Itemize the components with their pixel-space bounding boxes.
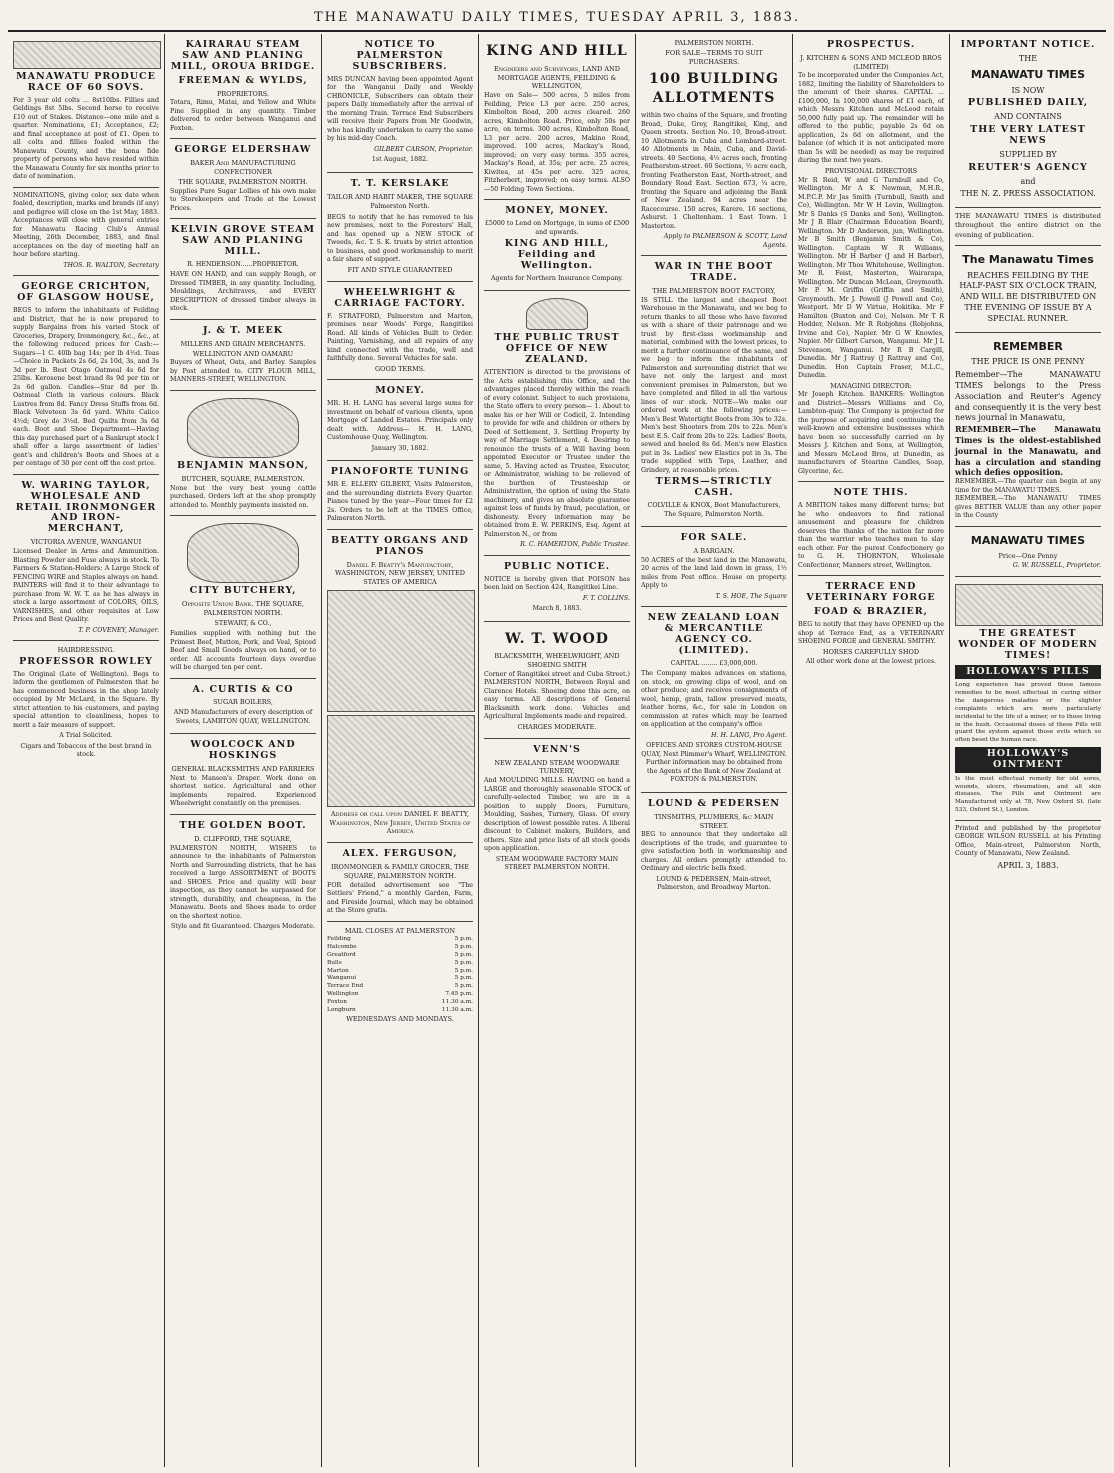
mail-row: Feilding 5 p.m. [327, 936, 473, 943]
kairarau-sub: PROPRIETORS. [216, 89, 270, 98]
nz-loan-ad [641, 607, 787, 793]
nominations-body: NOMINATIONS, giving color, sex date when foaled, description, marks and brands (if any) and pedigree will close on the 1st May, 1883. Acceptances will close with general entries for Manawatu Racing Club's Annual Meeting, 26th December, 1883, and final acceptances on the day of meeting half an hour before starting. [13, 191, 159, 259]
boot-trade-ad [641, 256, 787, 527]
allotments-heading: 100 BUILDING ALLOTMENTS [649, 71, 779, 107]
column-5 [636, 34, 793, 1467]
kairarau-body: Totara, Rimu, Matai, and Yellow and White Pine Supplied in any quantity. Timber delivered to order between Wanganui and Foxton. [170, 99, 316, 132]
venn-ad [484, 739, 630, 880]
ferguson-sub: IRONMONGER & FAMILY GROCER, THE SQUARE, PALMERSTON NORTH. [331, 863, 469, 880]
imprint [955, 821, 1101, 879]
terrace-forge-footer: All other work done at the lowest prices. [805, 658, 937, 666]
venn-heading: VENN'S [533, 743, 581, 755]
kelvin-proprietor: R. HENDERSON......PROPRIETOR. [187, 260, 299, 268]
piano-body: MR E. ELLERY GILBERT, Visits Palmerston, and the surrounding districts Every Quarter. Pianos tuned by the year—Four times for £2 2s. Orders to be left at the TIMES Office, Palmerston North. [327, 481, 473, 523]
woolcock-ad [170, 734, 316, 815]
terrace-forge-ad [798, 576, 944, 674]
manson-body: None but the very best young cattle purchased. Orders left at the shop promptly attended to. Monthly payments insisted on. [170, 484, 316, 509]
organ-engraving-icon [327, 715, 475, 807]
city-butchery-heading: CITY BUTCHERY, [189, 585, 297, 597]
ferguson-heading: ALEX. FERGUSON, [342, 848, 458, 860]
venn-sub: NEW ZEALAND STEAM WOODWARE TURNERY, [494, 758, 620, 776]
ferguson-body: FOR detailed advertisement see "The Settlers' Friend," a monthly Garden, Farm, and Fireside Journal, which may be obtained at the Store gratis. [327, 881, 473, 915]
kerslake-heading: T. T. KERSLAKE [350, 177, 450, 189]
mail-row: Marton 5 p.m. [327, 967, 473, 974]
boot-trade-signature: COLVILLE & KNOX, Boot Manufacturers, The Square, Palmerston North. [647, 502, 781, 518]
curtis-body: AND Manufacturers of every description of Sweets, LAMBTON QUAY, WELLINGTON. [173, 709, 313, 725]
holloway-wonder: THE GREATEST WONDER OF MODERN TIMES! [958, 627, 1098, 661]
page-columns [8, 34, 1106, 1467]
remember-quarter: REMEMBER.—The quarter can begin at any time for the MANAWATU TIMES. [955, 478, 1101, 494]
eldershaw-heading: GEORGE ELDERSHAW [174, 144, 312, 156]
note-this-body: A MBITION takes many different turns; but he who endeavors to find rational amusement and pleasure for children deserves the thanks of the nation far more than the warrior who teaches men to slay each other. For the purest Confectionery go to G. H. THORNTON, Wholesale Confectioner, Manners street, Wellington. [798, 502, 944, 569]
column-1 [8, 34, 165, 1467]
allotments-sub: FOR SALE—TERMS TO SUIT PURCHASERS. [665, 48, 763, 66]
remember-price: THE PRICE IS ONE PENNY [971, 357, 1085, 367]
prospectus-body: To be incorporated under the Companies Act, 1882, limiting the liability of Shareholders to the amount of their shares. CAPITAL ... £100,000, In 100,000 shares of £1 each, of which Messrs Kitchen and McLeod retain 50,000 fully paid up. The remainder will be offered to the public, payable 2s 6d on application, 2s 6d on allotment, and the balance (of which it is not anticipated more than 5s will be needed) as may be required during the next two years. [798, 72, 944, 165]
nz-loan-signature: H. H. LANG, Pro Agent. [711, 731, 787, 739]
managing-director-heading: MANAGING DIRECTOR: [830, 381, 912, 390]
mail-row: Halcombe 5 p.m. [327, 944, 473, 951]
holloway-pills-body: Long experience has proved these famous remedies to be most effectual in curing either the dangerous maladies or the slighter complaints which are more particularly incidental to the life of a miner, or to those living in the bush. Occasional doses of these Pills will guard the system against those evils which so often beset the human race. [955, 682, 1101, 744]
manson-heading: BENJAMIN MANSON, [177, 459, 309, 471]
curtis-ad [170, 679, 316, 735]
prospectus-ad [798, 34, 944, 482]
eldershaw-ad [170, 139, 316, 219]
crichton-heading: GEORGE CRICHTON, OF GLASGOW HOUSE, [17, 281, 155, 304]
column-3 [322, 34, 479, 1467]
money-money-body: £5000 to Lend on Mortgage, in sums of £500 and upwards. [484, 220, 630, 236]
kerslake-body: BEGS to notify that he has removed to his new premises, next to the Foresters' Hall, and has opened up a NEW STOCK of Tweeds, &c. T. S. K. trusts by strict attention to business, and good workmanship to merit a fair share of support. [327, 213, 473, 264]
kairarau-heading: KAIRARAU STEAM SAW AND PLANING MILL, OROUA BRIDGE. [170, 39, 316, 72]
cow-icon [187, 523, 299, 583]
taylor-body: Licensed Dealer in Arms and Ammunition. Blasting Powder and Fuse always in stock. To Farmers & Station-Holders: A Large Stock of FENCING WIRE and Staples always on hand. PAINTERS will find it to their advantage to purchase from W. W. T. as he has always in stock a large assortment of COLORS, OILS, VARNISHES, and other requisites at Low Prices and Best Quality. [13, 548, 159, 624]
venn-body: And MOULDING MILLS. HAVING on hand a LARGE and thoroughly seasonable STOCK of carefully-selected Timber, we are in a position to supply Doors, Furniture, Moulding, Sashes, Turnery, Glass. Of every description of lowest possible rates. A liberal discount to Cabinet makers, Builders, and others. Size and price lists of all stock goods upon application. [484, 777, 630, 853]
meek-heading: J. & T. MEEK [203, 324, 283, 336]
kairarau-ad [170, 34, 316, 139]
distribution-body: THE MANAWATU TIMES is distributed throughout the entire district on the evening of publication. [955, 212, 1101, 239]
wood-sub: BLACKSMITH, WHEELWRIGHT, AND SHOEING SMITH [494, 652, 620, 670]
directors-body: Mr R Reid, W and G Turnbull and Co, Wellington. Mr A K Newman, M.H.R., M.P.C.P. Mr Jas Smith (Turnbull, Smith and Co), Wellington. Mr W H Levin, Wellington. Mr S Danks (S Danks and Son), Wellington. Mr J R Blair (Chairman Education Board), Wellington. Mr D Anderson, jun, Wellington. Mr B Smith (Benjamin Smith & Co), Wellington. Captain W R Williams, Wellington. Mr H Barber (J and H Barber), Wellington. Mr Thos Whitehouse, Wellington. Mr R. Feist, Masterton, Wairarapa, Wellington. Mr Duncan McLean, Greymouth. Mr P. M. Griffin (Griffin and Smith), Greymouth. Mr J. Powell (J Powell and Co), Westport. Mr D W Virtue, Hokitika. Mr F Hamilton (Buxton and Co), Nelson. Mr T R Hodder, Nelson. Mr R Robjohns (Robjohns, Irvine and Co), Napier. Mr G W Knowles, Napier. Mr Gilbert Carson, Wanganui. Mr J L Stevenson, Wanganui. Mr R B Cargill, Dunedin. Mr J Rattray (J Rattray and Co), Dunedin. Hon Captain Fraser, M.L.C., Dunedin. [798, 176, 944, 380]
mail-closes-footer: WEDNESDAYS AND MONDAYS. [346, 1015, 454, 1024]
beatty-sub: Daniel F. Beatty's Manufactory, WASHINGTON, NEW JERSEY, UNITED STATES OF AMERICA [335, 560, 465, 587]
column-4 [479, 34, 636, 1467]
holloway-ointment-body: Is the most effectual remedy for old sores, wounds, ulcers, rheumatism, and all skin diseases. The Pills and Ointment are Manufactured only at 78, New Oxford St. (late 533, Oxford St.), London. [955, 775, 1101, 814]
king-hill-body: Have on Sale— 500 acres, 5 miles from Feilding, Price L3 per acre. 250 acres, Kimbolton Road, 200 acres cleared. 260 acres, Kimbolton Road. Price, only 50s per acre, on terms. 300 acres, Kimbolton Road, L3 per acre. 200 acres, Makino Road, improved. 100 acres, Mackay's Road, improved; on very easy terms. 355 acres, Mackay's Road, at 35s; per acre. 25 acres, Kiwitea, at 45s per acre. 325 acres, Fitzherbert, improved; on easy terms. ALSO—50 Folding Town Sections. [484, 92, 630, 193]
wheelwright-footer: GOOD TERMS. [374, 364, 426, 373]
eldershaw-body: Supplies Pure Sugar Lollies of his own make to Storekeepers and Trade at the Lowest Prices. [170, 187, 316, 212]
mail-row: Bulls 5 p.m. [327, 959, 473, 966]
meek-location: WELLINGTON AND OAMARU [192, 349, 294, 358]
mail-row: Terrace End 5 p.m. [327, 983, 473, 990]
boot-trade-terms: TERMS—STRICTLY CASH. [655, 476, 773, 499]
money-heading: MONEY. [375, 385, 425, 397]
allotments-body: within two chains of the Square, and fronting Broad, Duke, Grey, Rangitikei, King, and Queen streets. Section No. 10, Broad-street. 10 Allotments in Cuba and Lombard-street. 40 Allotments in Main, Cuba, and David-streets. 40 Sections, 4½ acres each, fronting Featherston-street. 60 Sections, ½ acre each, fronting Featherston East, North-street, and Boundary Road East. Section 673, ¼ acre, fronting the Square and adjoining the Bank of New Zealand. 94 acres near the Racecourse. 150 acres, Karere. 16 sections, Ashurst. 1 Cheltenham. 1 East Town. 1 Masterton. [641, 112, 787, 230]
holloway-ad [955, 577, 1101, 821]
remember-notice [955, 333, 1101, 527]
taylor-heading: W. WARING TAYLOR, WHOLESALE AND RETAIL IRONMONGER AND IRON-MERCHANT, [15, 479, 157, 535]
allotments-ad [641, 34, 787, 256]
important-published: PUBLISHED DAILY, [967, 97, 1089, 109]
manson-ad [170, 391, 316, 516]
for-sale-sub: A BARGAIN. [693, 546, 735, 555]
boot-trade-body: IS STILL the largest and cheapest Boot Warehouse in the Manawatu, and we beg to return thanks to all those who have favored us with a share of their patronage and we trust by first-class workmanship and material, combined with the lowest prices, to merit a further continuance of the same, and we beg to inform the inhabitants of Palmerston and surrounding district that we have not only the largest and most convenient premises in Palmerston, but we have completed and filled in all the various lines of our stock. NOTE—We make our ordered work at the following prices:— Men's Best Watertight Boots from 30s to 32s. Men's best Shooters from 20s to 22s. Men's best E.S. Calf from 20s to 22s. Ladies' Boots, sewed and heeled 8s 6d. Men's new Elastics put in 3s. Ladies' new Elastics put in 3s. The trade supplied with Tops, Leather, and Grindery, at reasonable prices. [641, 296, 787, 474]
beatty-ad [327, 530, 473, 843]
important-title: MANAWATU TIMES [970, 67, 1086, 81]
piano-ad [327, 461, 473, 529]
golden-boot-heading: THE GOLDEN BOOT. [179, 819, 307, 831]
king-hill-heading: KING AND HILL [486, 43, 628, 59]
crichton-body: BEGS to inform the inhabitants of Feilding and District, that he is now prepared to supply Bargains from his varied Stock of Groceries, Drapery, Ironmongery, &c., &c., at the following reduced prices for Cash:— Sugars—1 C. 40lb bag 14s; per lb 4½d. Teas—Choice in Packets 2s 6d, 2s 10d, 3s, and 3s 3d per lb. Best Otago Oatmeal 4s 6d for 25lbs. Kerosene best brand 8s 9d per tin or 2s 6d gallon. Candles—Star 8d per lb. Oatmeal Cloth in various colours. Black Lustres from 8d. Fancy Dress Stuffs from 6d. Black Velveteen 3s 6d yard. White Calico 4½d; Grey do 3½d. Bed Quilts from 3s 6d each. Boot and Shoe Department—Having this day purchased part of a Bankrupt stock I shall offer a large assortment of ladies' gent's and children's Boots and Shoes at a per centage of 30 per cent off the cost price. [13, 307, 159, 468]
meek-ad [170, 320, 316, 391]
meek-body: Buyers of Wheat, Oats, and Barley. Samples by Post attended to. CITY FLOUR MILL, MANNERS-STREET, WELLINGTON. [170, 359, 316, 384]
wheelwright-body: F. STRATFORD, Palmerston and Marton, premises near Woods' Forge, Rangitikei Road. All kinds of Vehicles Built to Order. Painting, Varnishing, and all repairs of any kind connected with the trade, well and faithfully done. Several Vehicles for sale. [327, 312, 473, 363]
ferguson-ad [327, 843, 473, 921]
masthead: THE MANAWATU DAILY TIMES, TUESDAY APRIL 3, 1883. [8, 4, 1106, 32]
public-notice-body: NOTICE is hereby given that POISON has been laid on Section 424, Rangitikei Line. [484, 575, 630, 592]
public-notice-signature: F. T. COLLINS. [582, 594, 630, 602]
important-contains: AND CONTAINS [994, 112, 1062, 122]
woolcock-sub: GENERAL BLACKSMITHS AND FARRIERS [171, 765, 315, 774]
kelvin-heading: KELVIN GROVE STEAM SAW AND PLANING MILL. [171, 224, 315, 258]
reaches-title: The Manawatu Times [962, 252, 1094, 266]
eldershaw-sub: BAKER And MANUFACTURING CONFECTIONER [190, 159, 296, 177]
imprint-date: APRIL 3, 1883. [997, 860, 1059, 870]
money-money-footer: Agents for Northern Insurance Company. [491, 274, 623, 282]
subscribers-date: 1st August, 1882. [371, 156, 429, 164]
column-6 [793, 34, 950, 1467]
lound-sub: TINSMITHS, PLUMBERS, &c MAIN STREET. [654, 812, 774, 830]
important-notice [955, 34, 1101, 208]
crichton-ad [13, 276, 159, 474]
golden-boot-body: PALMERSTON NORTH, WISHES to announce to the inhabitants of Palmerston North and Surrounding districts, that he has received a large ASSORTMENT of BOOTS and SHOES. Price and quality will bear inspection, as they cannot be surpassed for strength, durability, and cheapness, in the Manawatu. Boots and Shoes made to order on the shortest notice. [170, 844, 316, 920]
kerslake-sub: TAILOR AND HABIT MAKER, THE SQUARE [327, 192, 473, 201]
eldershaw-location: THE SQUARE, PALMERSTON NORTH. [178, 177, 308, 186]
public-trust-ad [484, 291, 630, 555]
king-hill-sub: Engineers and Surveyors, LAND AND MORTGAGE AGENTS, FEILDING & WELLINGTON, [494, 64, 620, 91]
rowley-heading: PROFESSOR ROWLEY [19, 655, 153, 667]
important-and: and [1020, 176, 1036, 186]
reaches-body: REACHES FEILDING BY THE HALF-PAST SIX O'CLOCK TRAIN, AND WILL BE DISTRIBUTED ON THE EVENING OF ISSUE BY A SPECIAL RUNNER. [959, 270, 1097, 323]
lound-body: BEG to announce that they undertake all descriptions of the trade, and guarantee to give satisfaction both in workmanship and charges. All orders promptly attended to. Ordinary and electric bells fixed. [641, 831, 787, 873]
money-money-signature: KING AND HILL, Feilding and Wellington. [504, 238, 610, 271]
managing-director-body: Mr Joseph Kitchen. BANKERS: Wellington and District—Messrs Williams and Co, Lambton-quay. The Company is projected for the purpose of acquiring and continuing the well-known and extensive businesses which have been so successfully carried on by Messrs J. Kitchen and Sons, at Wellington, and Messrs McLeod Bros, at Dunedin, as manufacturers of Stearine Candles, Soap, Glycerine, &c. [798, 391, 944, 475]
city-butchery-ad [170, 516, 316, 678]
coat-of-arms-icon [526, 298, 588, 330]
kerslake-footer: FIT AND STYLE GUARANTEED [347, 265, 453, 274]
times-proprietor-name: G. W. RUSSELL, Proprietor. [1012, 562, 1101, 570]
reaches-notice [955, 246, 1101, 333]
boot-trade-heading: WAR IN THE BOOT TRADE. [654, 261, 774, 283]
important-heading: IMPORTANT NOTICE. [960, 39, 1096, 50]
woolcock-heading: WOOLCOCK AND HOSKINGS [190, 739, 296, 762]
rowley-body: The Original (Late of Wellington). Begs to inform the gentlemen of Palmerston that he has commenced business in the shop lately occupied by Mr McLard, in the Square. By strict attention to his customers, and paying special attention to cleanliness, hopes to merit a fair measure of support. [13, 670, 159, 729]
rowley-trial: A Trial Solicited. [59, 732, 113, 740]
golden-boot-ad [170, 815, 316, 939]
for-sale-signature: T. S. HOE, The Square [715, 592, 787, 600]
remember-oldest: REMEMBER—The Manawatu Times is the oldest-established journal in the Manawatu, and has a circulation and standing which defies opposition. [955, 424, 1101, 478]
subscribers-notice [327, 34, 473, 173]
for-sale-body: 50 ACRES of the best land in the Manawatu, 20 acres of the land laid down in grass, 1½ miles from Post office. House on property. Apply to [641, 556, 787, 590]
money-body: MR. H. H. LANG has several large sums for investment on behalf of various clients, upon Mortgage of Landed Estates. Principals only dealt with. Address— H. H. LANG, Customhouse Quay, Wellington. [327, 400, 473, 442]
holloway-ointment-heading: HOLLOWAY'S OINTMENT [955, 747, 1101, 773]
city-butchery-sub: Opposite Union Bank. THE SQUARE, PALMERSTON NORTH. [182, 600, 304, 617]
kerslake-ad [327, 173, 473, 282]
subscribers-heading: NOTICE TO PALMERSTON SUBSCRIBERS. [352, 39, 448, 72]
wheelwright-heading: WHEELWRIGHT & CARRIAGE FACTORY. [334, 286, 466, 309]
nz-loan-heading: NEW ZEALAND LOAN & MERCANTILE AGENCY CO. (LIMITED). [647, 612, 781, 656]
rowley-ad [13, 641, 159, 767]
bull-icon [187, 398, 299, 458]
money-date: January 30, 1882. [371, 444, 429, 452]
boot-trade-sub: THE PALMERSTON BOOT FACTORY, [652, 286, 776, 295]
terrace-forge-sub: HORSES CAREFULLY SHOD [822, 647, 920, 656]
mail-row: Foxton 11.30 a.m. [327, 998, 473, 1005]
hairdressing-heading: HAIRDRESSING. [57, 646, 115, 655]
wheelwright-ad [327, 282, 473, 381]
lound-signature: LOUND & PEDERSEN, Main-street, Palmerston, and Broadway Marton. [656, 875, 772, 892]
factory-engraving-icon [327, 590, 475, 712]
woolcock-body: Next to Manson's Draper. Work done on shortest notice. Agricultural and other implements repaired. Experienced Wheelwright constantly on the premises. [170, 774, 316, 808]
important-latest: THE VERY LATEST NEWS [970, 124, 1086, 146]
meek-sub: MILLERS AND GRAIN MERCHANTS. [180, 339, 306, 348]
wood-footer: CHARGES MODERATE. [517, 722, 597, 731]
city-butchery-proprietor: STEWART, & CO., [214, 619, 272, 627]
note-this-heading: NOTE THIS. [833, 487, 909, 499]
times-title: MANAWATU TIMES [970, 533, 1086, 547]
important-supplied: SUPPLIED BY [999, 149, 1057, 159]
piano-heading: PIANOFORTE TUNING [330, 466, 470, 478]
wood-body: Corner of Rangitikei street and Cuba Street.) PALMERSTON NORTH, Between Royal and Clarence Hotels. Shoeing done this acre, on easy terms. All descriptions of General Blacksmith work done. Vehicles and Agricultural Implements made and repaired. [484, 670, 630, 721]
prospectus-heading: PROSPECTUS. [826, 39, 916, 50]
subscribers-body: MRS DUNCAN having been appointed Agent for the Wanganui Daily and Weekly CHRONICLE, Subscribers can obtain their papers Daily immediately after the arrival of the morning Train. Terrace End Subscribers will receive their Papers from Mr Goodwin, who has kindly undertaken to carry the same by his mid-day Coach. [327, 75, 473, 143]
mail-row: Longburn 11.30 a.m. [327, 1006, 473, 1013]
times-proprietor [955, 527, 1101, 577]
important-the: THE [1018, 53, 1038, 63]
cures-banner-icon [955, 584, 1103, 626]
mail-row: Wanganui 5 p.m. [327, 975, 473, 982]
nominations-ad [13, 188, 159, 277]
mail-row: Greatford 5 p.m. [327, 951, 473, 958]
terrace-forge-body: BEG to notify that they have OPENED up the shop at Terrace End, as a VETERINARY SHOEING FORGE and GENERAL SMITHY. [798, 621, 944, 646]
public-notice-ad [484, 556, 630, 622]
note-this-ad [798, 482, 944, 576]
wood-heading: W. T. WOOD [505, 630, 609, 647]
important-reuter: REUTER'S AGENCY [968, 161, 1088, 173]
nominations-signature: THOS. R. WALTON, Secretary [63, 261, 159, 269]
column-7 [950, 34, 1106, 1467]
holloway-pills-heading: HOLLOWAY'S PILLS [955, 665, 1101, 680]
for-sale-ad [641, 527, 787, 607]
nz-loan-capital: CAPITAL ........ £3,000,000. [670, 659, 758, 667]
mail-row: Wellington 7.45 p.m. [327, 991, 473, 998]
rowley-footer: Cigars and Tobaccos of the best brand in stock. [20, 742, 152, 759]
race-title: MANAWATU PRODUCE RACE OF 60 SOVS. [16, 71, 156, 93]
public-trust-signature: R. C. HAMERTON, Public Trustee. [520, 541, 630, 549]
kerslake-location: Palmerston North. [370, 203, 430, 211]
terrace-forge-proprietor: FOAD & BRAZIER, [814, 606, 928, 618]
lound-ad [641, 793, 787, 900]
golden-boot-proprietor: D. CLIFFORD, THE SQUARE, [194, 834, 292, 843]
prospectus-sub: J. KITCHEN & SONS AND MCLEOD BROS (LIMITED) [800, 53, 942, 71]
allotments-signature: Apply to PALMERSON & SCOTT, Land Agents. [663, 233, 787, 249]
remember-body: Remember—The MANAWATU TIMES belongs to the Press Association and Reuter's Agency and consequently it is the very best news journal in Manawatu, [955, 370, 1101, 423]
important-press: THE N. Z. PRESS ASSOCIATION. [960, 189, 1096, 199]
kelvin-ad [170, 219, 316, 320]
for-sale-heading: FOR SALE. [680, 532, 748, 544]
times-price: Price—One Penny [998, 551, 1058, 560]
race-ad [13, 34, 159, 188]
manson-sub: BUTCHER, SQUARE, PALMERSTON. [181, 474, 305, 483]
allotments-location: PALMERSTON NORTH. [674, 39, 754, 47]
beatty-footer: Address or call upon DANIEL F. BEATTY, Washington, New Jersey, United States of America [329, 809, 471, 836]
column-2 [165, 34, 322, 1467]
curtis-sub: SUGAR BOILERS, [213, 698, 273, 707]
remember-value: REMEMBER.—The MANAWATU TIMES gives BETTER VALUE than any other paper in the County [955, 495, 1101, 520]
taylor-address: VICTORIA AVENUE, WANGANUI [30, 538, 142, 547]
kairarau-proprietors: FREEMAN & WYLDS, [178, 74, 308, 86]
curtis-heading: A. CURTIS & CO [192, 683, 294, 695]
nz-loan-body: The Company makes advances on stations, on stock, on growing clips of wool, and on other produce; and receives consignments of wool, hemp, grain, tallow preserved meats, leather horns, &c., for sale in London on commission at rates which may be learned on application at the company's office [641, 670, 787, 729]
directors-heading: PROVISIONAL DIRECTORS [824, 166, 918, 175]
wood-ad [484, 622, 630, 739]
horse-race-icon [13, 41, 161, 69]
terrace-forge-heading: TERRACE END VETERINARY FORGE [806, 581, 936, 604]
money-ad [327, 380, 473, 461]
beatty-heading: BEATTY ORGANS AND PIANOS [331, 534, 469, 557]
race-body: For 3 year old colts ... 8st10lbs. Fillies and Geldings 8st 5lbs. Second horse to receive £10 out of Stakes. Distance—one mile and a quarter. Nominations, £1; Acceptance, £2; and final acceptance at post of £1. Open to all colts and fillies foaled within the Manawatu County, and the bona fide property of persons who have resided within the Manawatu County for six months prior to date of nomination. [13, 96, 159, 181]
public-notice-heading: PUBLIC NOTICE. [503, 560, 611, 572]
imprint-body: Printed and published by the proprietor GEORGE WILSON RUSSELL at his Printing Office, Main-street, Palmerston North, County of Manawatu, New Zealand. [955, 824, 1101, 858]
golden-boot-footer: Style and fit Guaranteed. Charges Moderate. [170, 923, 316, 931]
important-is-now: IS NOW [1011, 85, 1045, 95]
remember-title: REMEMBER [993, 339, 1063, 353]
mail-closes-table [327, 922, 473, 1031]
lound-heading: LOUND & PEDERSEN [648, 797, 780, 809]
public-trust-body: ATTENTION is directed to the provisions of the Acts establishing this Office, and the advantages placed thereby within the reach of every colonist. Subject to such provisions, the State offers to every person— 1. About to make his or her Will or Codicil, 2. Intending to provide for wife and children or others by Deed of Settlement, 3. Settling Property by way of Marriage Settlement, 4. Desiring to renounce the trusts of a Will having been appointed Executor or Trustee under the same, 5. Having acted as Trustee, Executor, or Administrator, wishing to be relieved of the burthen of Trusteeship or Administration, the option of using the State machinery, and gives an absolute guarantee against loss of funds by fraud, peculation, or dishonesty. Every information may be obtained from E. W. PERKINS, Esq. Agent at Palmerston N., or from [484, 369, 630, 538]
venn-footer: STEAM WOODWARE FACTORY MAIN STREET PALMERSTON NORTH. [495, 855, 619, 872]
kelvin-body: HAVE ON HAND, and can supply Rough, or Dressed TIMBER, in any quantity. Including, Mouldings, Architraves, and EVERY DESCRIPTION of dressed timber always in stock. [170, 271, 316, 313]
money-money-ad [484, 200, 630, 291]
king-hill-ad [484, 34, 630, 200]
public-notice-date: March 8, 1883. [532, 605, 582, 613]
distribution-notice [955, 208, 1101, 246]
mail-closes-heading: MAIL CLOSES AT PALMERSTON [344, 926, 456, 935]
public-trust-heading: THE PUBLIC TRUST OFFICE OF NEW ZEALAND. [494, 332, 620, 366]
city-butchery-body: Families supplied with nothing but the Primest Beef, Mutton, Pork, and Veal, Spiced Beef and Small Goods always on hand, or to order. All accounts fourteen days overdue will be charged ten per cent. [170, 630, 316, 672]
nz-loan-footer: OFFICES AND STORES CUSTOM-HOUSE QUAY, Next Plimmer's Wharf, WELLINGTON. Further information may be obtained from the Agents of the Bank of New Zealand at FOXTON & PALMERSTON. [641, 742, 787, 784]
taylor-ad [13, 475, 159, 641]
taylor-signature: T. P. COVENEY, Manager. [78, 626, 159, 634]
subscribers-signature: GILBERT CARSON, Proprietor. [374, 145, 473, 153]
money-money-heading: MONEY, MONEY. [505, 205, 609, 217]
